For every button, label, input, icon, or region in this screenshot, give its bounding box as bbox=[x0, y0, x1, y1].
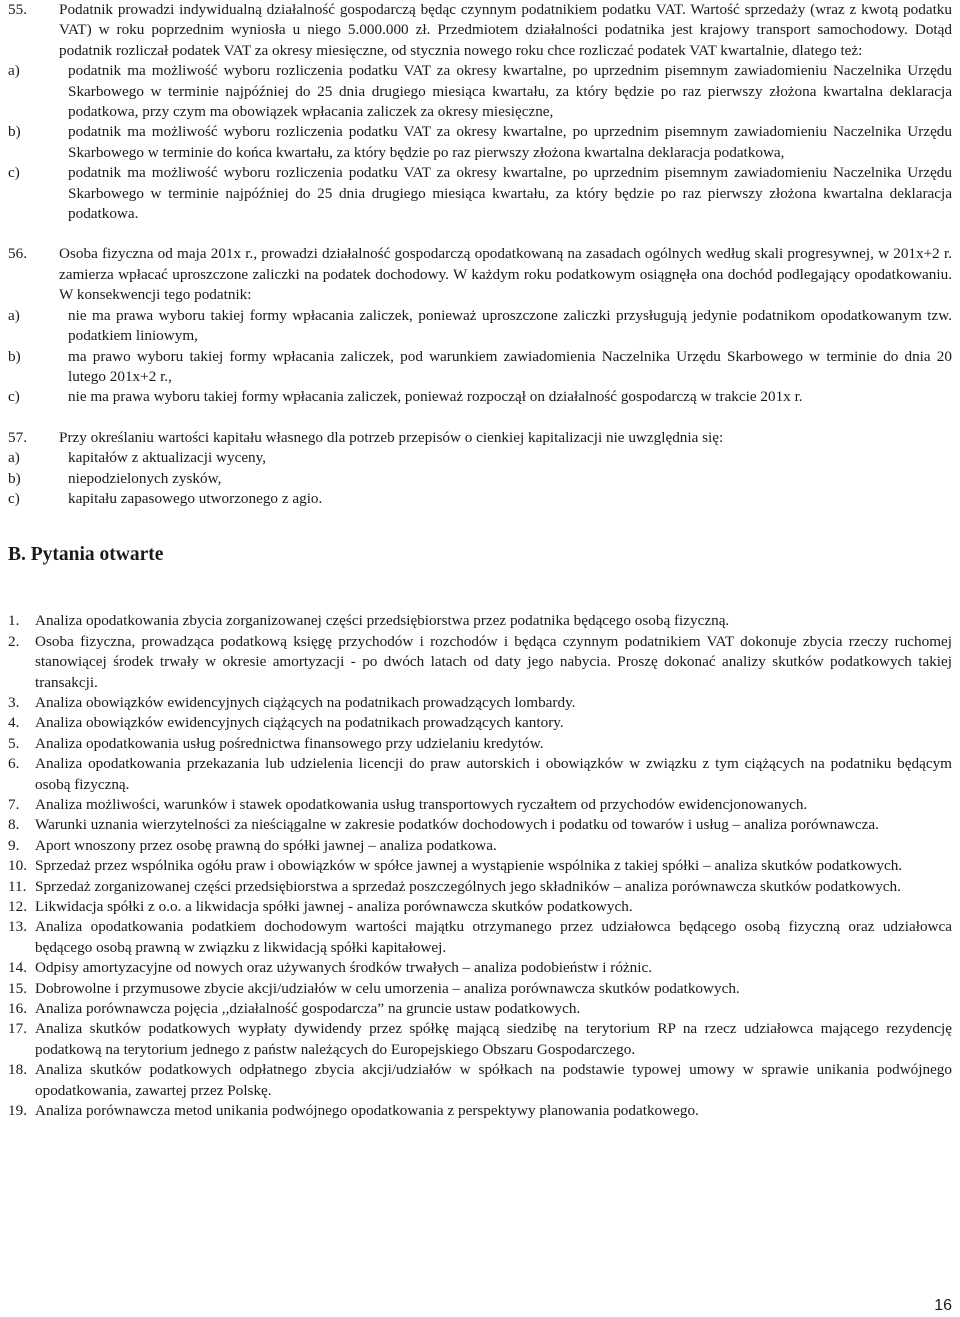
page-number: 16 bbox=[934, 1297, 952, 1314]
question-55-option-a bbox=[8, 61, 952, 122]
open-question-item bbox=[8, 632, 952, 693]
open-question-number: 19. bbox=[8, 1102, 27, 1120]
option-text: podatnik ma możliwość wyboru rozliczenia podatku VAT za okresy kwartalne, po uprzednim pisemnym zawiadomieniu Naczelnika Urzędu Skarbowego w terminie najpóźniej do 25 dnia drugiego miesiąca kwartału, za który będzie po raz pierwszy złożona kwartalna deklaracja podatkowa. bbox=[68, 164, 952, 223]
question-number: 55. bbox=[8, 1, 27, 18]
question-56-option-a bbox=[8, 306, 952, 347]
open-question-item bbox=[8, 1019, 952, 1060]
open-question-text: Dobrowolne i przymusowe zbycie akcji/udziałów w celu umorzenia – analiza porównawcza skutków podatkowych. bbox=[35, 979, 740, 997]
question-number: 57. bbox=[8, 428, 27, 446]
open-question-item bbox=[8, 856, 952, 876]
question-55-option-c bbox=[8, 163, 952, 224]
open-question-text: Analiza opodatkowania zbycia zorganizowanej części przedsiębiorstwa przez podatnika będącego osobą fizyczną. bbox=[35, 612, 730, 630]
open-question-number: 13. bbox=[8, 918, 27, 936]
open-question-item bbox=[8, 897, 952, 917]
open-question-number: 3. bbox=[8, 693, 20, 711]
open-question-text: Osoba fizyczna, prowadząca podatkową księgę przychodów i rozchodów i będąca czynnym podatnikiem VAT dokonuje zbycia rzeczy ruchomej stanowiącej środek trwały w okresie amortyzacji - po dwóch latach od daty jego nabycia. Proszę dokonać analizy skutków podatkowych takiej transakcji. bbox=[35, 632, 952, 691]
open-question-number: 17. bbox=[8, 1020, 27, 1038]
open-question-item bbox=[8, 958, 952, 978]
question-57-option-a bbox=[8, 448, 952, 468]
open-question-number: 4. bbox=[8, 714, 20, 732]
open-question-text: Analiza opodatkowania przekazania lub udzielenia licencji do praw autorskich i obowiązków w związku z tym ciążących na podatniku będącym osobą fizyczną. bbox=[35, 755, 952, 793]
option-text: kapitału zapasowego utworzonego z agio. bbox=[68, 489, 323, 507]
open-question-text: Analiza porównawcza metod unikania podwójnego opodatkowania z perspektywy planowania podatkowego. bbox=[35, 1102, 699, 1120]
open-question-item bbox=[8, 979, 952, 999]
open-question-number: 18. bbox=[8, 1061, 27, 1079]
question-text: Osoba fizyczna od maja 201x r., prowadzi działalność gospodarczą opodatkowaną na zasadach ogólnych według skali progresywnej, w 201x+2 r. zamierza wpłacać uproszczone zaliczki na podatek dochodowy. W każdym roku podatkowym osiągnęła ona dochód podlegający opodatkowaniu. W konsekwencji tego podatnik: bbox=[59, 245, 952, 304]
open-question-number: 9. bbox=[8, 836, 20, 854]
option-label: a) bbox=[8, 62, 20, 80]
open-question-number: 5. bbox=[8, 734, 20, 752]
open-question-text: Likwidacja spółki z o.o. a likwidacja spółki jawnej - analiza porównawcza skutków podatkowych. bbox=[35, 898, 633, 916]
question-57 bbox=[8, 428, 952, 448]
question-57-option-c bbox=[8, 489, 952, 509]
question-55 bbox=[8, 0, 952, 61]
option-label: c) bbox=[8, 489, 20, 507]
question-56-option-c bbox=[8, 387, 952, 407]
option-label: c) bbox=[8, 388, 20, 406]
option-text: kapitałów z aktualizacji wyceny, bbox=[68, 449, 267, 467]
open-question-item bbox=[8, 734, 952, 754]
option-text: nie ma prawa wyboru takiej formy wpłacania zaliczek, ponieważ rozpoczął on działalność gospodarczą w trakcie 201x r. bbox=[68, 388, 803, 406]
question-text: Podatnik prowadzi indywidualną działalność gospodarczą będąc czynnym podatnikiem podatku VAT. Wartość sprzedaży (wraz z kwotą podatku VAT) w roku poprzednim wyniosła u niego 5.000.000 zł. Przedmiotem działalności podatnika jest krajowy transport samochodowy. Dotąd podatnik rozliczał podatek VAT za okresy miesięczne, od stycznia nowego roku chce rozliczać podatek VAT kwartalnie, dlatego też: bbox=[59, 1, 952, 59]
option-label: a) bbox=[8, 449, 20, 467]
open-question-item bbox=[8, 815, 952, 835]
open-question-number: 1. bbox=[8, 612, 20, 630]
option-label: b) bbox=[8, 347, 21, 365]
open-question-number: 6. bbox=[8, 755, 20, 773]
open-question-text: Odpisy amortyzacyjne od nowych oraz używanych środków trwałych – analiza podobieństw i różnic. bbox=[35, 959, 653, 977]
open-question-text: Analiza porównawcza pojęcia ,,działalność gospodarcza” na gruncie ustaw podatkowych. bbox=[35, 1000, 581, 1018]
open-question-number: 7. bbox=[8, 796, 20, 813]
open-question-item bbox=[8, 917, 952, 958]
document-page bbox=[8, 0, 952, 1122]
open-question-text: Sprzedaż zorganizowanej części przedsiębiorstwa a sprzedaż poszczególnych jego składników – analiza porównawcza skutków podatkowych. bbox=[35, 877, 901, 895]
open-question-text: Analiza opodatkowania usług pośrednictwa finansowego przy udzielaniu kredytów. bbox=[35, 734, 544, 752]
open-question-text: Analiza obowiązków ewidencyjnych ciążących na podatnikach prowadzących kantory. bbox=[35, 714, 564, 732]
spacer bbox=[8, 408, 952, 428]
option-text: nie ma prawa wyboru takiej formy wpłacania zaliczek, ponieważ uproszczone zaliczki przysługują jedynie podatnikom opodatkowanym tzw. podatkiem liniowym, bbox=[68, 306, 952, 345]
open-question-item bbox=[8, 713, 952, 733]
open-question-text: Analiza możliwości, warunków i stawek opodatkowania usług transportowych ryczałtem od przychodów ewidencjonowanych. bbox=[35, 796, 808, 813]
option-label: b) bbox=[8, 469, 21, 487]
open-question-number: 15. bbox=[8, 979, 27, 997]
open-question-text: Aport wnoszony przez osobę prawną do spółki jawnej – analiza podatkowa. bbox=[35, 836, 497, 854]
spacer bbox=[8, 224, 952, 244]
open-question-item bbox=[8, 754, 952, 795]
open-question-number: 10. bbox=[8, 857, 27, 875]
open-question-number: 14. bbox=[8, 959, 27, 977]
question-55-option-b bbox=[8, 122, 952, 163]
open-question-text: Warunki uznania wierzytelności za nieściągalne w zakresie podatków dochodowych i podatku od towarów i usług – analiza porównawcza. bbox=[35, 816, 879, 834]
open-question-text: Analiza skutków podatkowych odpłatnego zbycia akcji/udziałów w spółkach na podstawie typowej umowy w sprawie unikania podwójnego opodatkowania, zawartej przez Polskę. bbox=[35, 1061, 952, 1099]
option-label: a) bbox=[8, 306, 20, 324]
open-question-text: Analiza skutków podatkowych wypłaty dywidendy przez spółkę mającą siedzibę na terytorium RP na rzecz udziałowca mającego rezydencję podatkową na terytorium jednego z państw należących do Europejskiego Obszaru Gospodarczego. bbox=[35, 1020, 952, 1058]
option-text: podatnik ma możliwość wyboru rozliczenia podatku VAT za okresy kwartalne, po uprzednim pisemnym zawiadomieniu Naczelnika Urzędu Skarbowego w terminie najpóźniej do 25 dnia drugiego miesiąca kwartału, za który będzie po raz pierwszy złożona kwartalna deklaracja podatkowa, przy czym ma obowiązek wpłacania zaliczek za okresy miesięczne, bbox=[68, 62, 952, 121]
open-question-number: 2. bbox=[8, 632, 20, 650]
question-56-option-b bbox=[8, 347, 952, 388]
question-text: Przy określaniu wartości kapitału własnego dla potrzeb przepisów o cienkiej kapitalizacji nie uwzględnia się: bbox=[59, 428, 724, 446]
open-question-number: 16. bbox=[8, 1000, 27, 1018]
open-question-item bbox=[8, 999, 952, 1019]
open-question-number: 12. bbox=[8, 898, 27, 916]
open-question-item bbox=[8, 1101, 952, 1121]
open-questions-list bbox=[8, 611, 952, 1121]
section-heading: B. Pytania otwarte bbox=[8, 544, 164, 566]
option-text: ma prawo wyboru takiej formy wpłacania zaliczek, pod warunkiem zawiadomienia Naczelnika Urzędu Skarbowego w terminie do dnia 20 lutego 201x+2 r., bbox=[68, 347, 952, 385]
open-question-item bbox=[8, 795, 952, 815]
open-question-number: 8. bbox=[8, 816, 20, 834]
option-text: niepodzielonych zysków, bbox=[68, 469, 222, 487]
option-label: c) bbox=[8, 164, 20, 182]
option-label: b) bbox=[8, 123, 21, 141]
open-question-item bbox=[8, 693, 952, 713]
question-number: 56. bbox=[8, 245, 27, 263]
question-57-option-b bbox=[8, 469, 952, 489]
open-question-text: Sprzedaż przez wspólnika ogółu praw i obowiązków w spółce jawnej a wystąpienie wspólnika z takiej spółki – analiza skutków podatkowych. bbox=[35, 857, 903, 875]
open-question-number: 11. bbox=[8, 877, 27, 895]
question-56 bbox=[8, 244, 952, 305]
option-text: podatnik ma możliwość wyboru rozliczenia podatku VAT za okresy kwartalne, po uprzednim pisemnym zawiadomieniu Naczelnika Urzędu Skarbowego w terminie do końca kwartału, za który będzie po raz pierwszy złożona kwartalna deklaracja podatkowa, bbox=[68, 123, 952, 161]
open-question-text: Analiza opodatkowania podatkiem dochodowym wartości majątku otrzymanego przez udziałowca będącego osobą fizyczną oraz udziałowca będącego osobą prawną w związku z likwidacją spółki kapitałowej. bbox=[35, 918, 952, 956]
open-question-item bbox=[8, 1060, 952, 1101]
open-question-item bbox=[8, 877, 952, 897]
open-question-text: Analiza obowiązków ewidencyjnych ciążących na podatnikach prowadzących lombardy. bbox=[35, 693, 576, 711]
open-question-item bbox=[8, 611, 952, 631]
open-question-item bbox=[8, 836, 952, 856]
